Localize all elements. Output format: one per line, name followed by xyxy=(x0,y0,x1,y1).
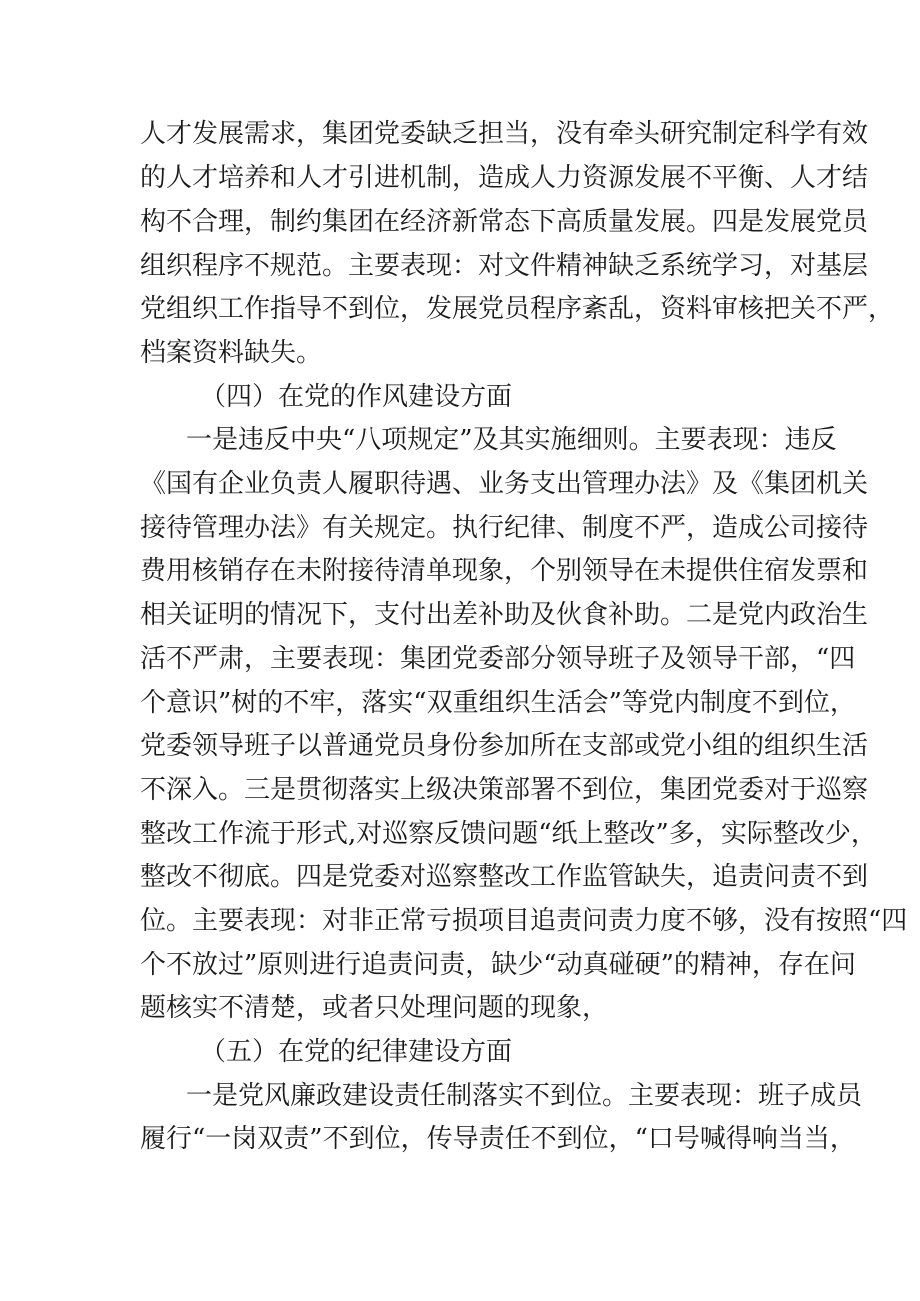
text-line: 党委领导班子以普通党员身份参加所在支部或党小组的组织生活 xyxy=(140,731,869,761)
text-line: 一是违反中央“八项规定”及其实施细则。主要表现：违反 xyxy=(186,425,837,455)
text-line: 履行“一岗双责”不到位，传导责任不到位，“口号喊得响当当， xyxy=(140,1124,856,1154)
text-line: 个意识”树的不牢，落实“双重组织生活会”等党内制度不到位， xyxy=(140,688,856,718)
text-line: 整改不彻底。四是党委对巡察整改工作监管缺失，追责问责不到 xyxy=(140,862,869,892)
text-line: 活不严肃，主要表现：集团党委部分领导班子及领导干部，“四 xyxy=(140,644,856,674)
text-line: 组织程序不规范。主要表现：对文件精神缺乏系统学习，对基层 xyxy=(140,251,869,281)
text-line: 相关证明的情况下，支付出差补助及伙食补助。二是党内政治生 xyxy=(140,600,869,630)
text-line: 位。主要表现：对非正常亏损项目追责问责力度不够，没有按照“四 xyxy=(140,906,908,936)
section-heading: （四）在党的作风建设方面 xyxy=(200,382,513,412)
text-line: 个不放过”原则进行追责问责，缺少“动真碰硬”的精神，存在问 xyxy=(140,950,856,980)
text-line: 题核实不清楚，或者只处理问题的现象， xyxy=(140,993,609,1023)
text-line: 党组织工作指导不到位，发展党员程序紊乱，资料审核把关不严， xyxy=(140,294,895,324)
text-line: 《国有企业负责人履职待遇、业务支出管理办法》及《集团机关 xyxy=(140,469,869,499)
text-line: 人才发展需求，集团党委缺乏担当，没有牵头研究制定科学有效 xyxy=(140,119,869,149)
text-line: 接待管理办法》有关规定。执行纪律、制度不严，造成公司接待 xyxy=(140,513,869,543)
text-line: 整改工作流于形式,对巡察反馈问题“纸上整改”多，实际整改少， xyxy=(140,819,877,849)
text-line: 不深入。三是贯彻落实上级决策部署不到位，集团党委对于巡察 xyxy=(140,775,869,805)
text-line: 一是党风廉政建设责任制落实不到位。主要表现：班子成员 xyxy=(186,1081,863,1111)
text-line: 费用核销存在未附接待清单现象，个别领导在未提供住宿发票和 xyxy=(140,556,869,586)
section-heading: （五）在党的纪律建设方面 xyxy=(200,1037,513,1067)
text-line: 档案资料缺失。 xyxy=(140,338,323,368)
text-line: 构不合理，制约集团在经济新常态下高质量发展。四是发展党员 xyxy=(140,207,869,237)
text-line: 的人才培养和人才引进机制，造成人力资源发展不平衡、人才结 xyxy=(140,163,869,193)
